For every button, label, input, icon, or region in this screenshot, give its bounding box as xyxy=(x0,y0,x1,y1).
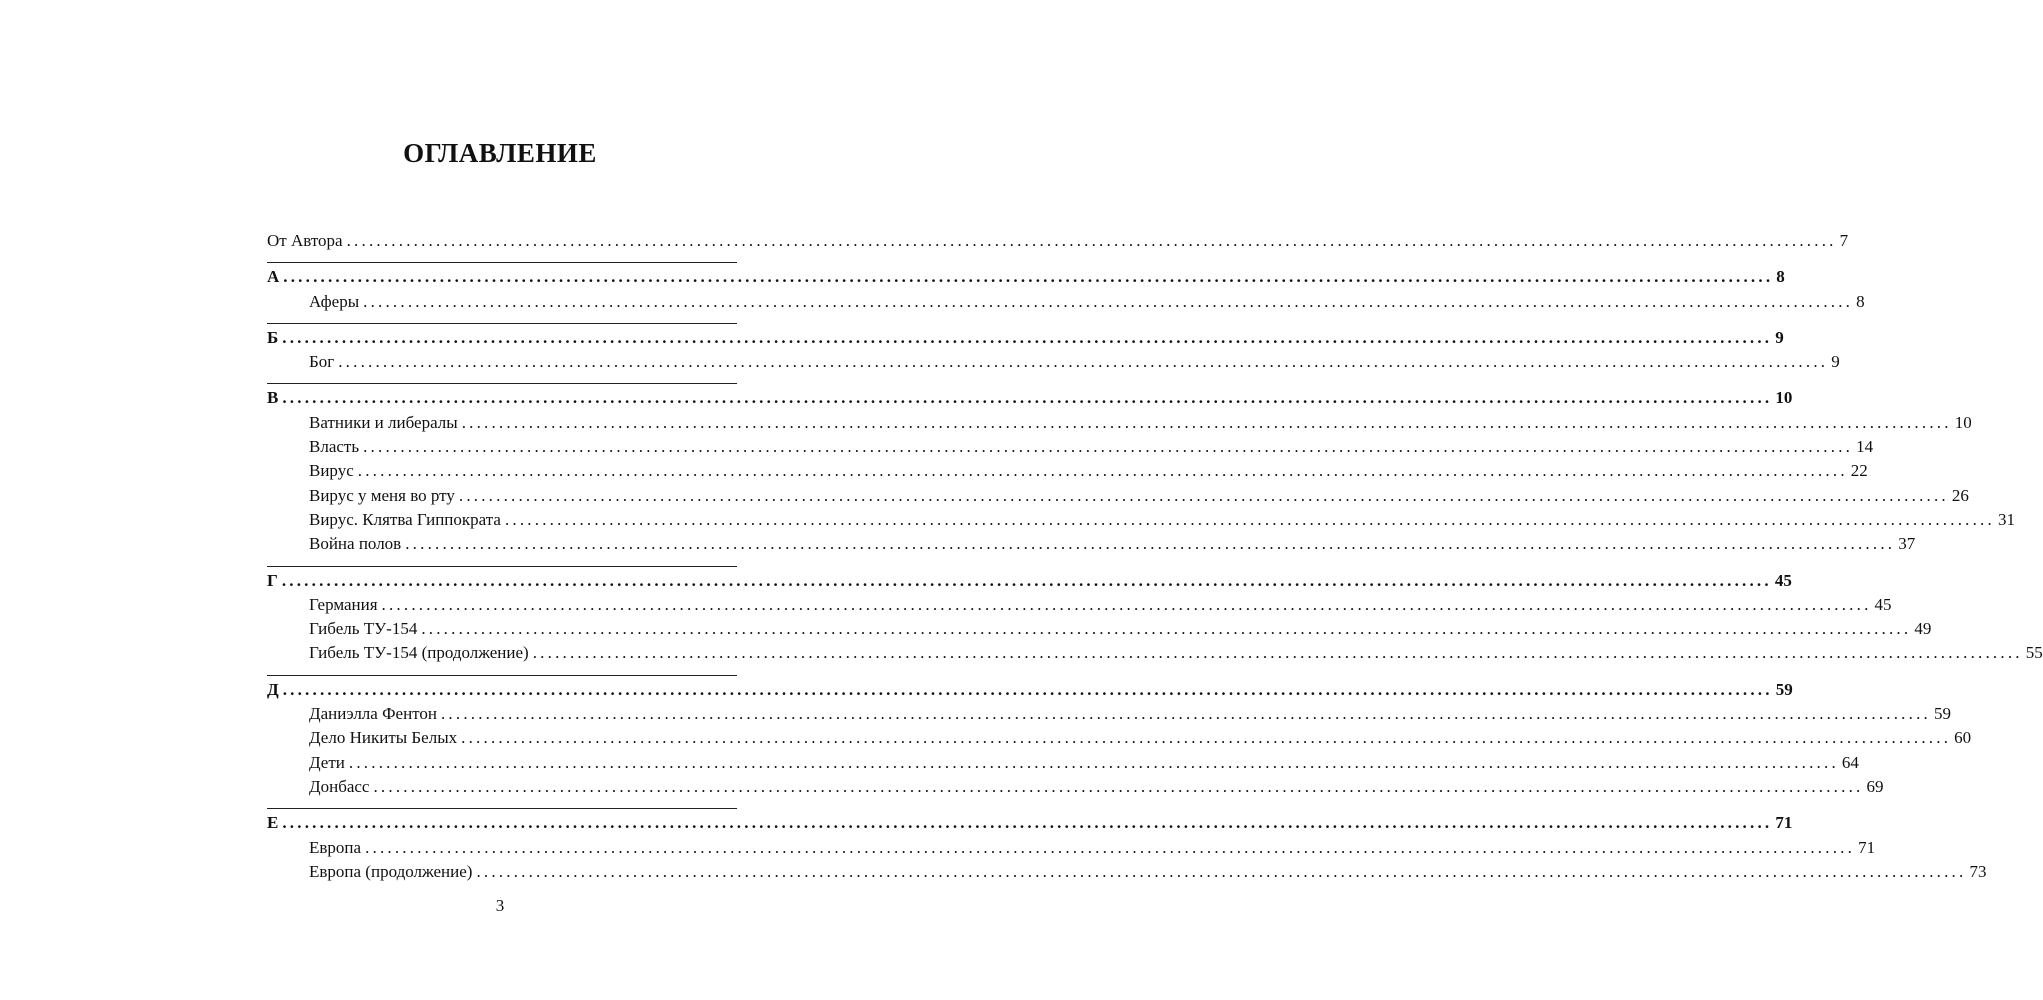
toc-entry-label: Дети xyxy=(309,752,345,772)
toc-entry-label: Дело Никиты Белых xyxy=(309,728,458,748)
toc-entry-label: Гибель ТУ-154 (продолжение) xyxy=(309,643,529,663)
toc-section-page: 8 xyxy=(1776,267,1785,287)
toc-entry[interactable] xyxy=(267,702,1951,726)
toc-entry[interactable] xyxy=(267,775,1884,799)
toc-entry[interactable] xyxy=(267,593,1892,617)
toc-entry[interactable] xyxy=(267,751,1859,775)
dot-leader: ........................................................................................................................................................................................................ xyxy=(381,594,1872,614)
toc-section-page: 9 xyxy=(1775,327,1784,347)
dot-leader: ........................................................................................................................................................................................................ xyxy=(532,643,2023,663)
page-title: ОГЛАВЛЕНИЕ xyxy=(403,138,597,168)
toc-entry-label: Германия xyxy=(309,594,378,614)
toc-entry-page: 22 xyxy=(1850,461,1868,481)
dot-leader: ........................................................................................................................................................................................................ xyxy=(421,619,1912,639)
toc-section-g[interactable] xyxy=(267,569,1792,593)
toc-entry-label: Гибель ТУ-154 xyxy=(309,619,418,639)
toc-entry[interactable] xyxy=(267,435,1874,459)
toc-section-letter: Г xyxy=(267,570,278,590)
toc-entry-page: 10 xyxy=(1954,412,1972,432)
toc-section-page: 59 xyxy=(1775,679,1793,699)
page-number: 3 xyxy=(495,896,505,915)
toc-entry-page: 7 xyxy=(1839,231,1849,250)
toc-entry-page: 49 xyxy=(1914,619,1932,639)
toc-entry-label: Европа (продолжение) xyxy=(309,861,473,881)
toc-entry-label: Война полов xyxy=(309,534,402,554)
toc-entry-label: Европа xyxy=(309,837,362,857)
toc-entry[interactable] xyxy=(267,459,1868,483)
dot-leader: ........................................................................................................................................................................................................ xyxy=(281,570,1772,590)
toc-section-e[interactable] xyxy=(267,811,1793,835)
toc-entry[interactable] xyxy=(267,726,1972,750)
toc-entry-label: Власть xyxy=(309,437,360,457)
toc-entry-page: 55 xyxy=(2025,643,2043,663)
dot-leader: ........................................................................................................................................................................................................ xyxy=(476,861,1967,881)
toc-entry[interactable] xyxy=(267,350,1840,374)
toc-entry-page: 8 xyxy=(1856,291,1865,311)
toc-section-b[interactable] xyxy=(267,326,1784,350)
toc-section-v[interactable] xyxy=(267,386,1793,410)
toc-entry-page: 45 xyxy=(1874,594,1892,614)
toc-section-letter: В xyxy=(267,388,279,408)
toc-entry[interactable] xyxy=(267,411,1972,435)
toc-entry-label: От Автора xyxy=(267,231,343,250)
table-of-contents xyxy=(267,229,2043,884)
toc-entry[interactable] xyxy=(267,617,1932,641)
divider xyxy=(267,557,737,567)
toc-entry-intro[interactable] xyxy=(267,229,1849,253)
toc-section-d[interactable] xyxy=(267,678,1793,702)
toc-entry-label: Ватники и либералы xyxy=(309,412,458,432)
divider xyxy=(267,253,737,263)
toc-entry[interactable] xyxy=(267,508,2015,532)
dot-leader: ........................................................................................................................................................................................................ xyxy=(283,267,1774,287)
toc-entry-label: Донбасс xyxy=(309,776,370,796)
divider xyxy=(267,799,737,809)
toc-entry-label: Аферы xyxy=(309,291,360,311)
toc-section-page: 10 xyxy=(1775,388,1793,408)
dot-leader: ........................................................................................................................................................................................................ xyxy=(338,352,1829,372)
toc-entry-label: Вирус xyxy=(309,461,354,481)
toc-entry[interactable] xyxy=(267,641,2043,665)
toc-section-letter: Д xyxy=(267,679,279,699)
toc-entry-page: 73 xyxy=(1969,861,1987,881)
dot-leader: ........................................................................................................................................................................................................ xyxy=(363,291,1854,311)
divider xyxy=(267,314,737,324)
dot-leader: ........................................................................................................................................................................................................ xyxy=(363,437,1854,457)
toc-entry-page: 59 xyxy=(1933,704,1951,724)
toc-entry-label: Бог xyxy=(309,352,335,372)
dot-leader: ........................................................................................................................................................................................................ xyxy=(357,461,1848,481)
toc-entry[interactable] xyxy=(267,860,1987,884)
dot-leader: ........................................................................................................................................................................................................ xyxy=(405,534,1896,554)
toc-section-letter: Е xyxy=(267,813,279,833)
dot-leader: ........................................................................................................................................................................................................ xyxy=(282,388,1773,408)
dot-leader: ........................................................................................................................................................................................................ xyxy=(440,704,1931,724)
dot-leader: ........................................................................................................................................................................................................ xyxy=(461,412,1952,432)
toc-entry-page: 60 xyxy=(1954,728,1972,748)
toc-entry-page: 9 xyxy=(1831,352,1840,372)
toc-section-letter: Б xyxy=(267,327,279,347)
toc-entry[interactable] xyxy=(267,290,1865,314)
toc-entry[interactable] xyxy=(267,484,1969,508)
toc-entry-label: Вирус у меня во рту xyxy=(309,485,455,505)
toc-entry-page: 64 xyxy=(1841,752,1859,772)
toc-section-page: 45 xyxy=(1774,570,1792,590)
toc-section-letter: А xyxy=(267,267,280,287)
toc-entry-page: 31 xyxy=(1997,509,2015,529)
toc-section-page: 71 xyxy=(1775,813,1793,833)
toc-entry[interactable] xyxy=(267,532,1916,556)
dot-leader: ........................................................................................................................................................................................................ xyxy=(348,752,1839,772)
dot-leader: ........................................................................................................................................................................................................ xyxy=(458,485,1949,505)
dot-leader: ........................................................................................................................................................................................................ xyxy=(504,509,1995,529)
dot-leader: ........................................................................................................................................................................................................ xyxy=(282,813,1773,833)
toc-entry-page: 14 xyxy=(1856,437,1874,457)
toc-entry-label: Даниэлла Фентон xyxy=(309,704,437,724)
dot-leader: ........................................................................................................................................................................................................ xyxy=(365,837,1856,857)
toc-entry[interactable] xyxy=(267,836,1876,860)
toc-entry-page: 71 xyxy=(1858,837,1876,857)
dot-leader: ........................................................................................................................................................................................................ xyxy=(282,679,1773,699)
toc-section-a[interactable] xyxy=(267,265,1785,289)
dot-leader: ........................................................................................................................................................................................................ xyxy=(346,231,1837,250)
dot-leader: ........................................................................................................................................................................................................ xyxy=(373,776,1864,796)
toc-entry-page: 37 xyxy=(1898,534,1916,554)
divider xyxy=(267,374,737,384)
dot-leader: ........................................................................................................................................................................................................ xyxy=(461,728,1952,748)
toc-entry-page: 69 xyxy=(1866,776,1884,796)
divider xyxy=(267,666,737,676)
toc-entry-page: 26 xyxy=(1951,485,1969,505)
dot-leader: ........................................................................................................................................................................................................ xyxy=(282,327,1773,347)
toc-entry-label: Вирус. Клятва Гиппократа xyxy=(309,509,501,529)
